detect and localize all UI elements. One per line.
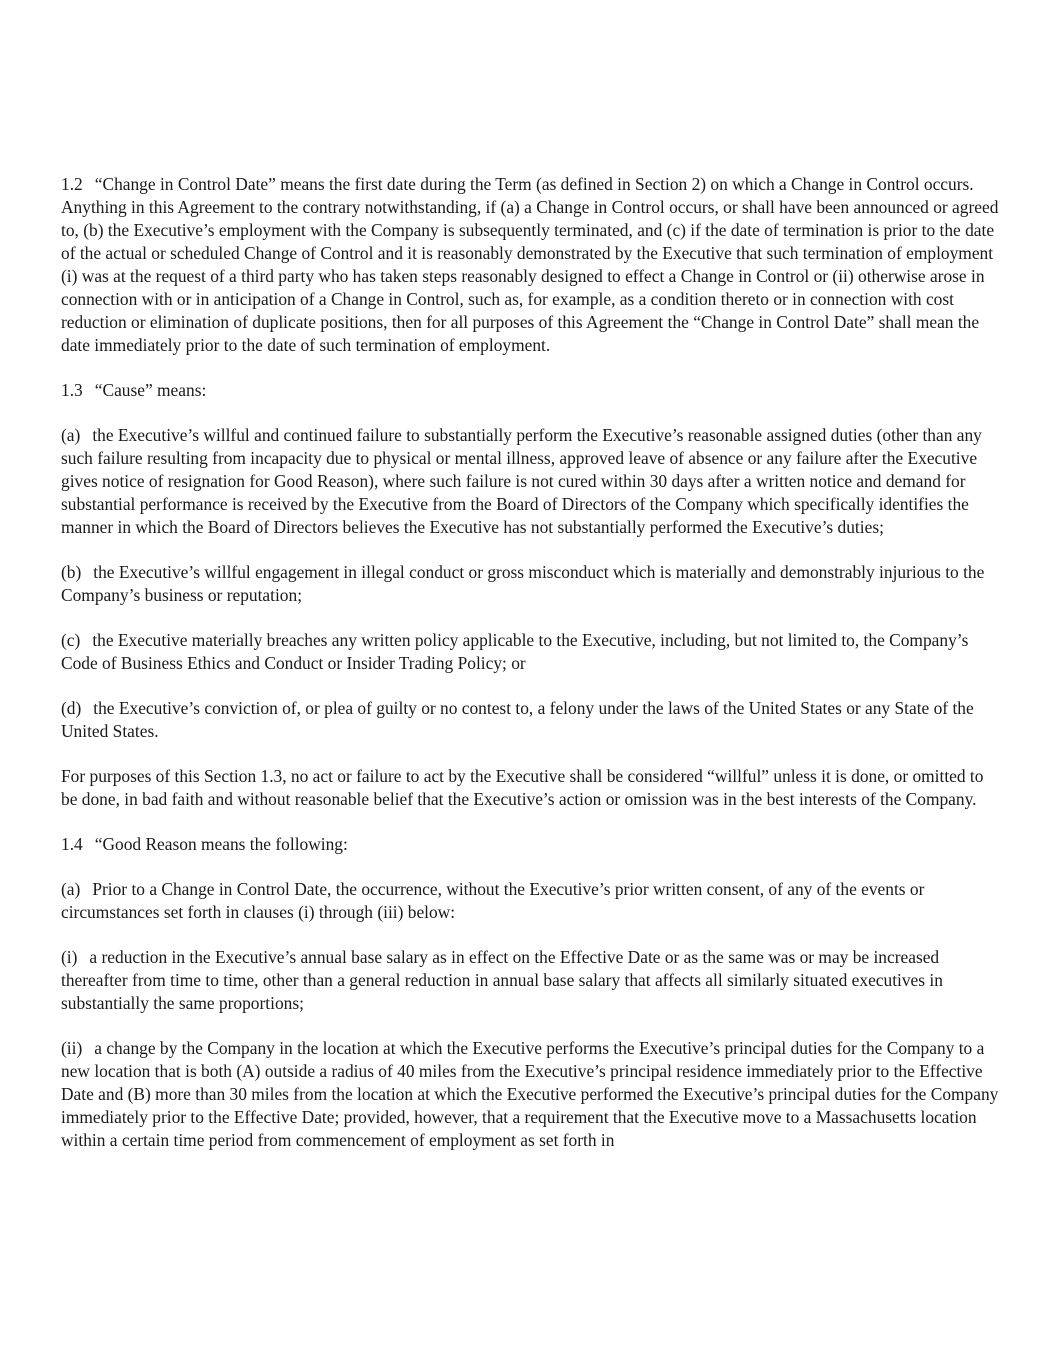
paragraph-text: a change by the Company in the location at which the Executive performs the Executive’s principal duties for the Company to a new location that is both (A) outside a radius of 40 miles from the Executive’s principal residence immediately prior to the Effective Date and (B) more than 30 miles from the location at which the Executive performed the Executive’s principal duties for the Company immediately prior to the Effective Date; provided, however, that a requirement that the Executive move to a Massachusetts location within a certain time period from commencement of employment as set forth in [61, 1038, 999, 1150]
paragraph-text: the Executive materially breaches any written policy applicable to the Executive, including, but not limited to, the Company’s Code of Business Ethics and Conduct or Insider Trading Policy; or [61, 630, 969, 673]
paragraph-number: (a) [61, 425, 81, 445]
paragraph-1-4-a [61, 878, 1001, 924]
paragraph-number: (a) [61, 879, 81, 899]
paragraph-number: (d) [61, 698, 82, 718]
paragraph-text: the Executive’s willful engagement in illegal conduct or gross misconduct which is materially and demonstrably injurious to the Company’s business or reputation; [61, 562, 985, 605]
paragraph-willful-definition [61, 765, 1001, 811]
paragraph-1-3-a [61, 424, 1001, 539]
paragraph-text: “Cause” means: [94, 380, 207, 400]
paragraph-text: “Change in Control Date” means the first date during the Term (as defined in Section 2) on which a Change in Control occurs. Anything in this Agreement to the contrary notwithstanding, if (a) a Change in Control occurs, or shall have been announced or agreed to, (b) the Executive’s employment with the Company is subsequently terminated, and (c) if the date of termination is prior to the date of the actual or scheduled Change of Control and it is reasonably demonstrated by the Executive that such termination of employment (i) was at the request of a third party who has taken steps reasonably designed to effect a Change in Control or (ii) otherwise arose in connection with or in anticipation of a Change in Control, such as, for example, as a condition thereto or in connection with cost reduction or elimination of duplicate positions, then for all purposes of this Agreement the “Change in Control Date” shall mean the date immediately prior to the date of such termination of employment. [61, 174, 999, 355]
paragraph-1-3-c [61, 629, 1001, 675]
paragraph-number: 1.4 [61, 834, 83, 854]
paragraph-text: the Executive’s willful and continued failure to substantially perform the Executive’s reasonable assigned duties (other than any such failure resulting from incapacity due to physical or mental illness, approved leave of absence or any failure after the Executive gives notice of resignation for Good Reason), where such failure is not cured within 30 days after a written notice and demand for substantial performance is received by the Executive from the Board of Directors of the Company which specifically identifies the manner in which the Board of Directors believes the Executive has not substantially performed the Executive’s duties; [61, 425, 982, 537]
document-page [61, 173, 1001, 1174]
paragraph-text: For purposes of this Section 1.3, no act or failure to act by the Executive shall be considered “willful” unless it is done, or omitted to be done, in bad faith and without reasonable belief that the Executive’s action or omission was in the best interests of the Company. [61, 766, 984, 809]
paragraph-1-4-a-i [61, 946, 1001, 1015]
paragraph-1-4-a-ii [61, 1037, 1001, 1152]
paragraph-number: 1.2 [61, 174, 83, 194]
paragraph-number: (c) [61, 630, 81, 650]
paragraph-number: (b) [61, 562, 82, 582]
paragraph-1-3 [61, 379, 1001, 402]
paragraph-text: “Good Reason means the following: [94, 834, 348, 854]
paragraph-number: 1.3 [61, 380, 83, 400]
paragraph-number: (ii) [61, 1038, 83, 1058]
paragraph-text: the Executive’s conviction of, or plea of guilty or no contest to, a felony under the laws of the United States or any State of the United States. [61, 698, 974, 741]
paragraph-1-4 [61, 833, 1001, 856]
paragraph-text: Prior to a Change in Control Date, the occurrence, without the Executive’s prior written consent, of any of the events or circumstances set forth in clauses (i) through (iii) below: [61, 879, 925, 922]
paragraph-1-2 [61, 173, 1001, 357]
paragraph-text: a reduction in the Executive’s annual base salary as in effect on the Effective Date or as the same was or may be increased thereafter from time to time, other than a general reduction in annual base salary that affects all similarly situated executives in substantially the same proportions; [61, 947, 943, 1013]
paragraph-1-3-d [61, 697, 1001, 743]
paragraph-number: (i) [61, 947, 78, 967]
paragraph-1-3-b [61, 561, 1001, 607]
